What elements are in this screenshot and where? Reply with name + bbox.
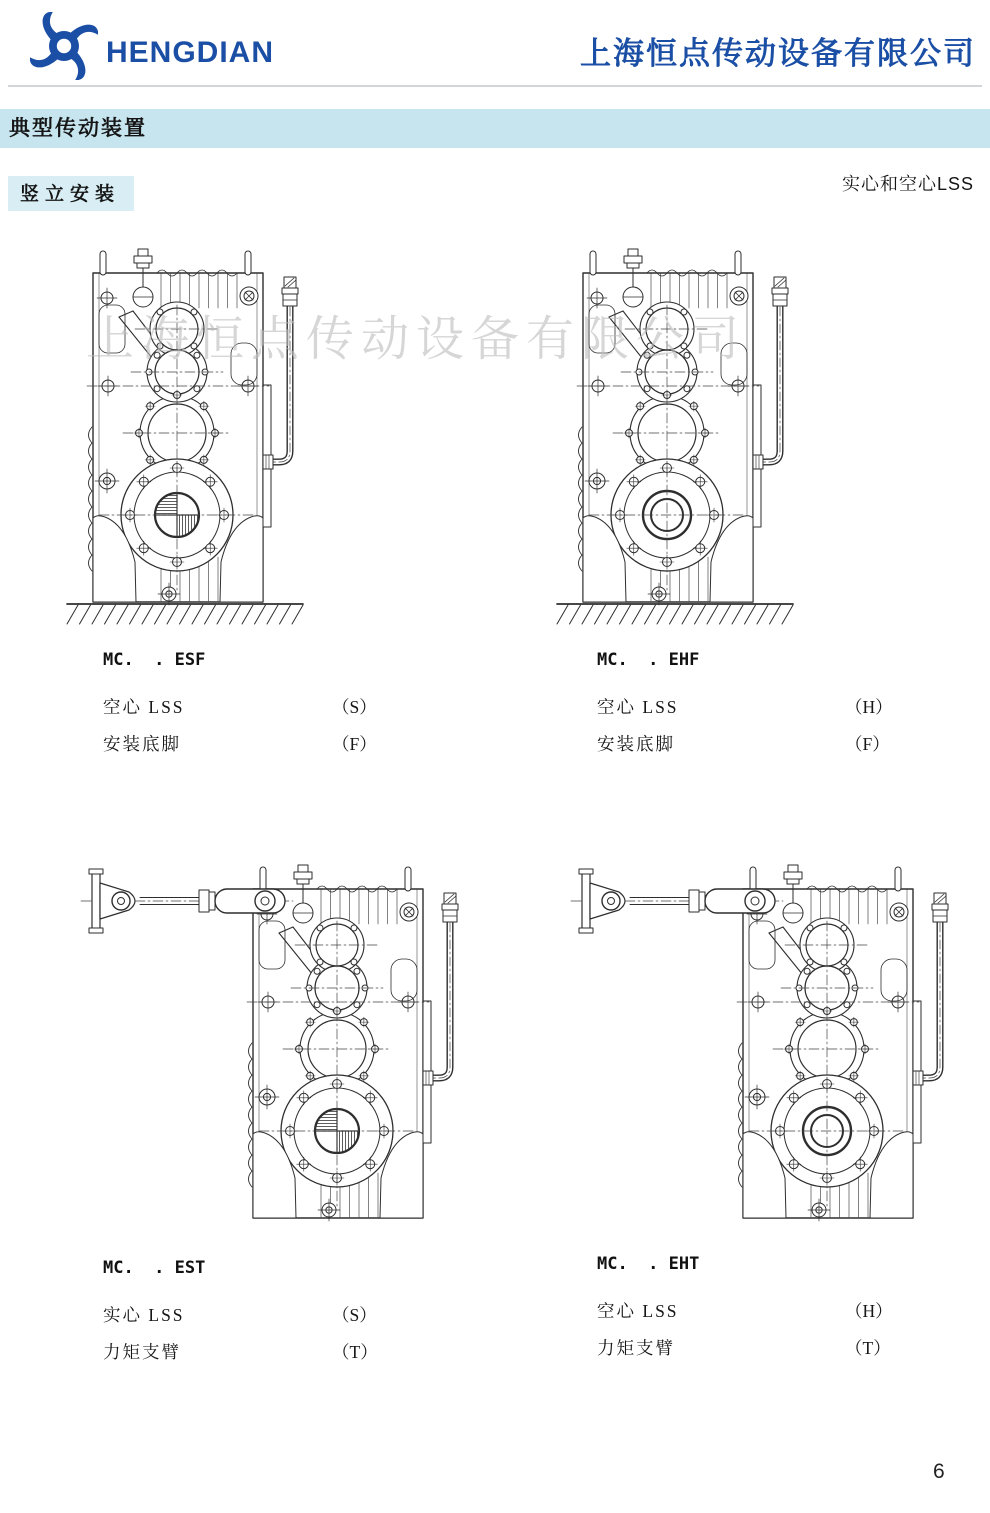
model-code: MC. . EHT xyxy=(597,1254,700,1274)
company-name: 上海恒点传动设备有限公司 xyxy=(580,36,976,71)
model-code: MC. . ESF xyxy=(103,650,206,670)
spec-row xyxy=(597,731,927,768)
model-code: MC. . EST xyxy=(103,1258,206,1278)
spec-label: 空心 LSS xyxy=(597,697,679,717)
label-block-est xyxy=(103,1258,433,1376)
spec-row xyxy=(597,1335,927,1372)
gearbox-drawing-est xyxy=(68,861,478,1231)
spec-row xyxy=(103,694,433,731)
label-block-eht xyxy=(597,1254,927,1372)
label-block-ehf xyxy=(597,650,927,768)
page-number: 6 xyxy=(933,1460,945,1483)
spec-label: 空心 LSS xyxy=(597,1301,679,1321)
spec-row xyxy=(597,1298,927,1335)
spec-row xyxy=(103,1339,433,1376)
spec-code: （S） xyxy=(332,1305,377,1325)
spec-row xyxy=(103,731,433,768)
spec-label: 安装底脚 xyxy=(103,734,181,754)
watermark-text: 上海恒点传动设备有限公司 xyxy=(86,313,747,366)
shaft-type-note: 实心和空心LSS xyxy=(841,174,974,194)
spec-row xyxy=(103,1302,433,1339)
spec-code: （T） xyxy=(845,1338,891,1358)
hengdian-pinwheel-logo-icon xyxy=(30,12,98,80)
spec-code: （F） xyxy=(332,734,377,754)
model-code: MC. . EHF xyxy=(597,650,700,670)
subsection-label: 竖立安装 xyxy=(8,176,134,211)
header-divider xyxy=(8,85,982,87)
spec-code: （H） xyxy=(845,1301,893,1321)
spec-code: （H） xyxy=(845,697,893,717)
spec-code: （F） xyxy=(845,734,890,754)
spec-label: 力矩支臂 xyxy=(103,1342,181,1362)
spec-code: （S） xyxy=(332,697,377,717)
brand-wordmark: HENGDIAN xyxy=(106,36,275,69)
spec-label: 实心 LSS xyxy=(103,1305,185,1325)
section-title-bar xyxy=(0,109,990,148)
spec-label: 安装底脚 xyxy=(597,734,675,754)
spec-label: 力矩支臂 xyxy=(597,1338,675,1358)
section-title: 典型传动装置 xyxy=(9,117,147,140)
gearbox-drawing-eht xyxy=(558,861,968,1231)
spec-row xyxy=(597,694,927,731)
label-block-esf xyxy=(103,650,433,768)
spec-code: （T） xyxy=(332,1342,378,1362)
spec-label: 空心 LSS xyxy=(103,697,185,717)
